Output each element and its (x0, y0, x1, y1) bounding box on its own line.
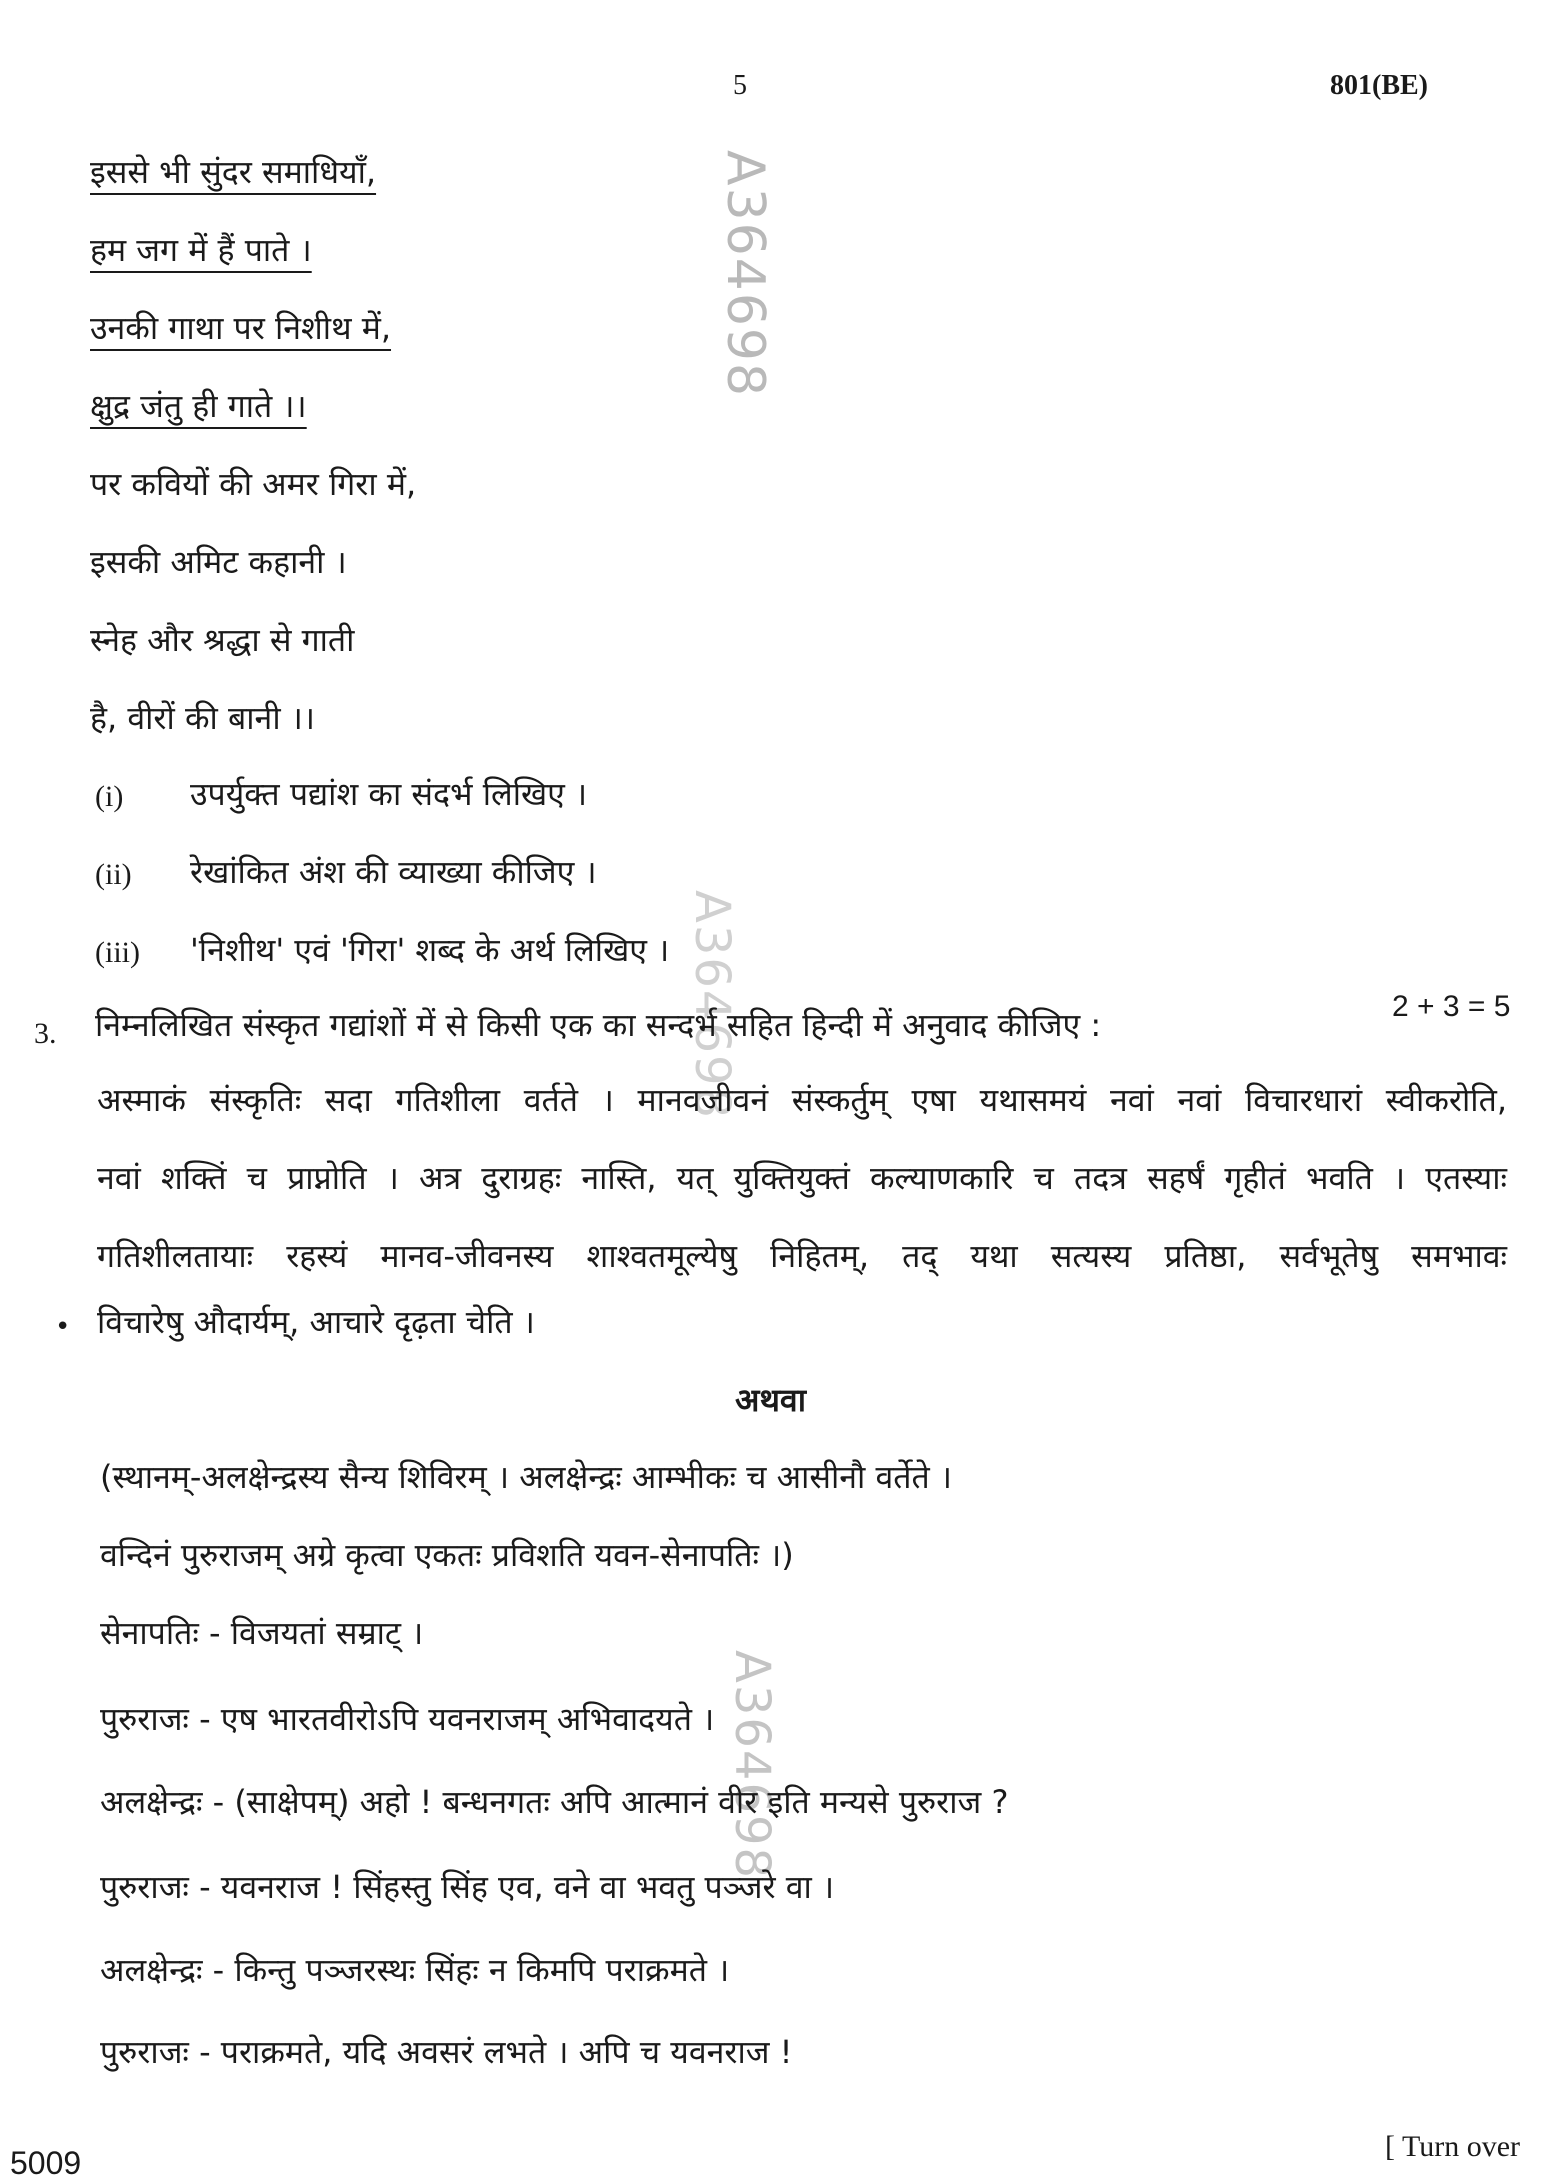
booklet-code: 5009 (10, 2145, 82, 2181)
dialogue-line: पुरुराजः - पराक्रमते, यदि अवसरं लभते । अपि च यवनराज ! (100, 2033, 793, 2071)
subquestion-text: रेखांकित अंश की व्याख्या कीजिए । (190, 853, 597, 891)
poem-line: इसकी अमिट कहानी । (90, 543, 347, 581)
passage-line: अस्माकं संस्कृतिः सदा गतिशीला वर्तते । मानवजीवनं संस्कर्तुम् एषा यथासमयं नवां नवां विचारधारां स्वीकरोति, (97, 1081, 1507, 1119)
question-marks: 2 + 3 = 5 (1392, 990, 1511, 1023)
watermark-serial: A364698 (724, 1650, 780, 1881)
passage-line: विचारेषु औदार्यम्, आचारे दृढ़ता चेति । (97, 1303, 535, 1341)
dialogue-line: सेनापतिः - विजयतां सम्राट् । (100, 1614, 424, 1652)
dialogue-line: वन्दिनं पुरुराजम् अग्रे कृत्वा एकतः प्रविशति यवन-सेनापतिः ।) (100, 1536, 794, 1574)
subquestion-number: (i) (95, 780, 124, 813)
subquestion-number: (ii) (95, 858, 132, 891)
poem-line: पर कवियों की अमर गिरा में, (90, 465, 417, 503)
or-label: अथवा (735, 1381, 806, 1419)
dialogue-line: अलक्षेन्द्रः - किन्तु पञ्जरस्थः सिंहः न किमपि पराक्रमते । (100, 1951, 730, 1989)
watermark-serial: A364698 (715, 150, 775, 399)
page-number: 5 (733, 70, 747, 101)
poem-line: है, वीरों की बानी ।। (90, 699, 316, 737)
question-text: निम्नलिखित संस्कृत गद्यांशों में से किसी एक का सन्दर्भ सहित हिन्दी में अनुवाद कीजिए : (95, 1006, 1102, 1044)
stray-mark: • (55, 1312, 71, 1342)
question-number: 3. (34, 1017, 57, 1050)
passage-line: नवां शक्तिं च प्राप्नोति । अत्र दुराग्रहः नास्ति, यत् युक्तियुक्तं कल्याणकारि च तदत्र सहर्षं गृहीतं भवति । एतस्याः (97, 1159, 1507, 1197)
subquestion-number: (iii) (95, 936, 140, 969)
subquestion-text: 'निशीथ' एवं 'गिरा' शब्द के अर्थ लिखिए । (190, 931, 670, 969)
dialogue-line: पुरुराजः - यवनराज ! सिंहस्तु सिंह एव, वने वा भवतु पञ्जरे वा । (100, 1868, 835, 1906)
poem-line: उनकी गाथा पर निशीथ में, (90, 309, 392, 347)
passage-line: गतिशीलतायाः रहस्यं मानव-जीवनस्य शाश्वतमूल्येषु निहितम्, तद् यथा सत्यस्य प्रतिष्ठा, सर्वभूतेषु समभावः (97, 1237, 1507, 1275)
turn-over-label: [ Turn over (1385, 2130, 1521, 2163)
dialogue-line: पुरुराजः - एष भारतवीरोऽपि यवनराजम् अभिवादयते । (100, 1700, 715, 1738)
poem-line: स्नेह और श्रद्धा से गाती (90, 621, 355, 659)
poem-line: इससे भी सुंदर समाधियाँ, (90, 153, 377, 191)
poem-line: क्षुद्र जंतु ही गाते ।। (90, 387, 307, 425)
paper-code: 801(BE) (1330, 70, 1428, 101)
dialogue-line: अलक्षेन्द्रः - (साक्षेपम्) अहो ! बन्धनगतः अपि आत्मानं वीर इति मन्यसे पुरुराज ? (100, 1783, 1009, 1821)
subquestion-text: उपर्युक्त पद्यांश का संदर्भ लिखिए । (190, 775, 588, 813)
dialogue-line: (स्थानम्-अलक्षेन्द्रस्य सैन्य शिविरम् । अलक्षेन्द्रः आम्भीकः च आसीनौ वर्तेते । (100, 1458, 953, 1496)
watermark-serial: A364698 (684, 890, 740, 1121)
poem-line: हम जग में हैं पाते । (90, 231, 312, 269)
